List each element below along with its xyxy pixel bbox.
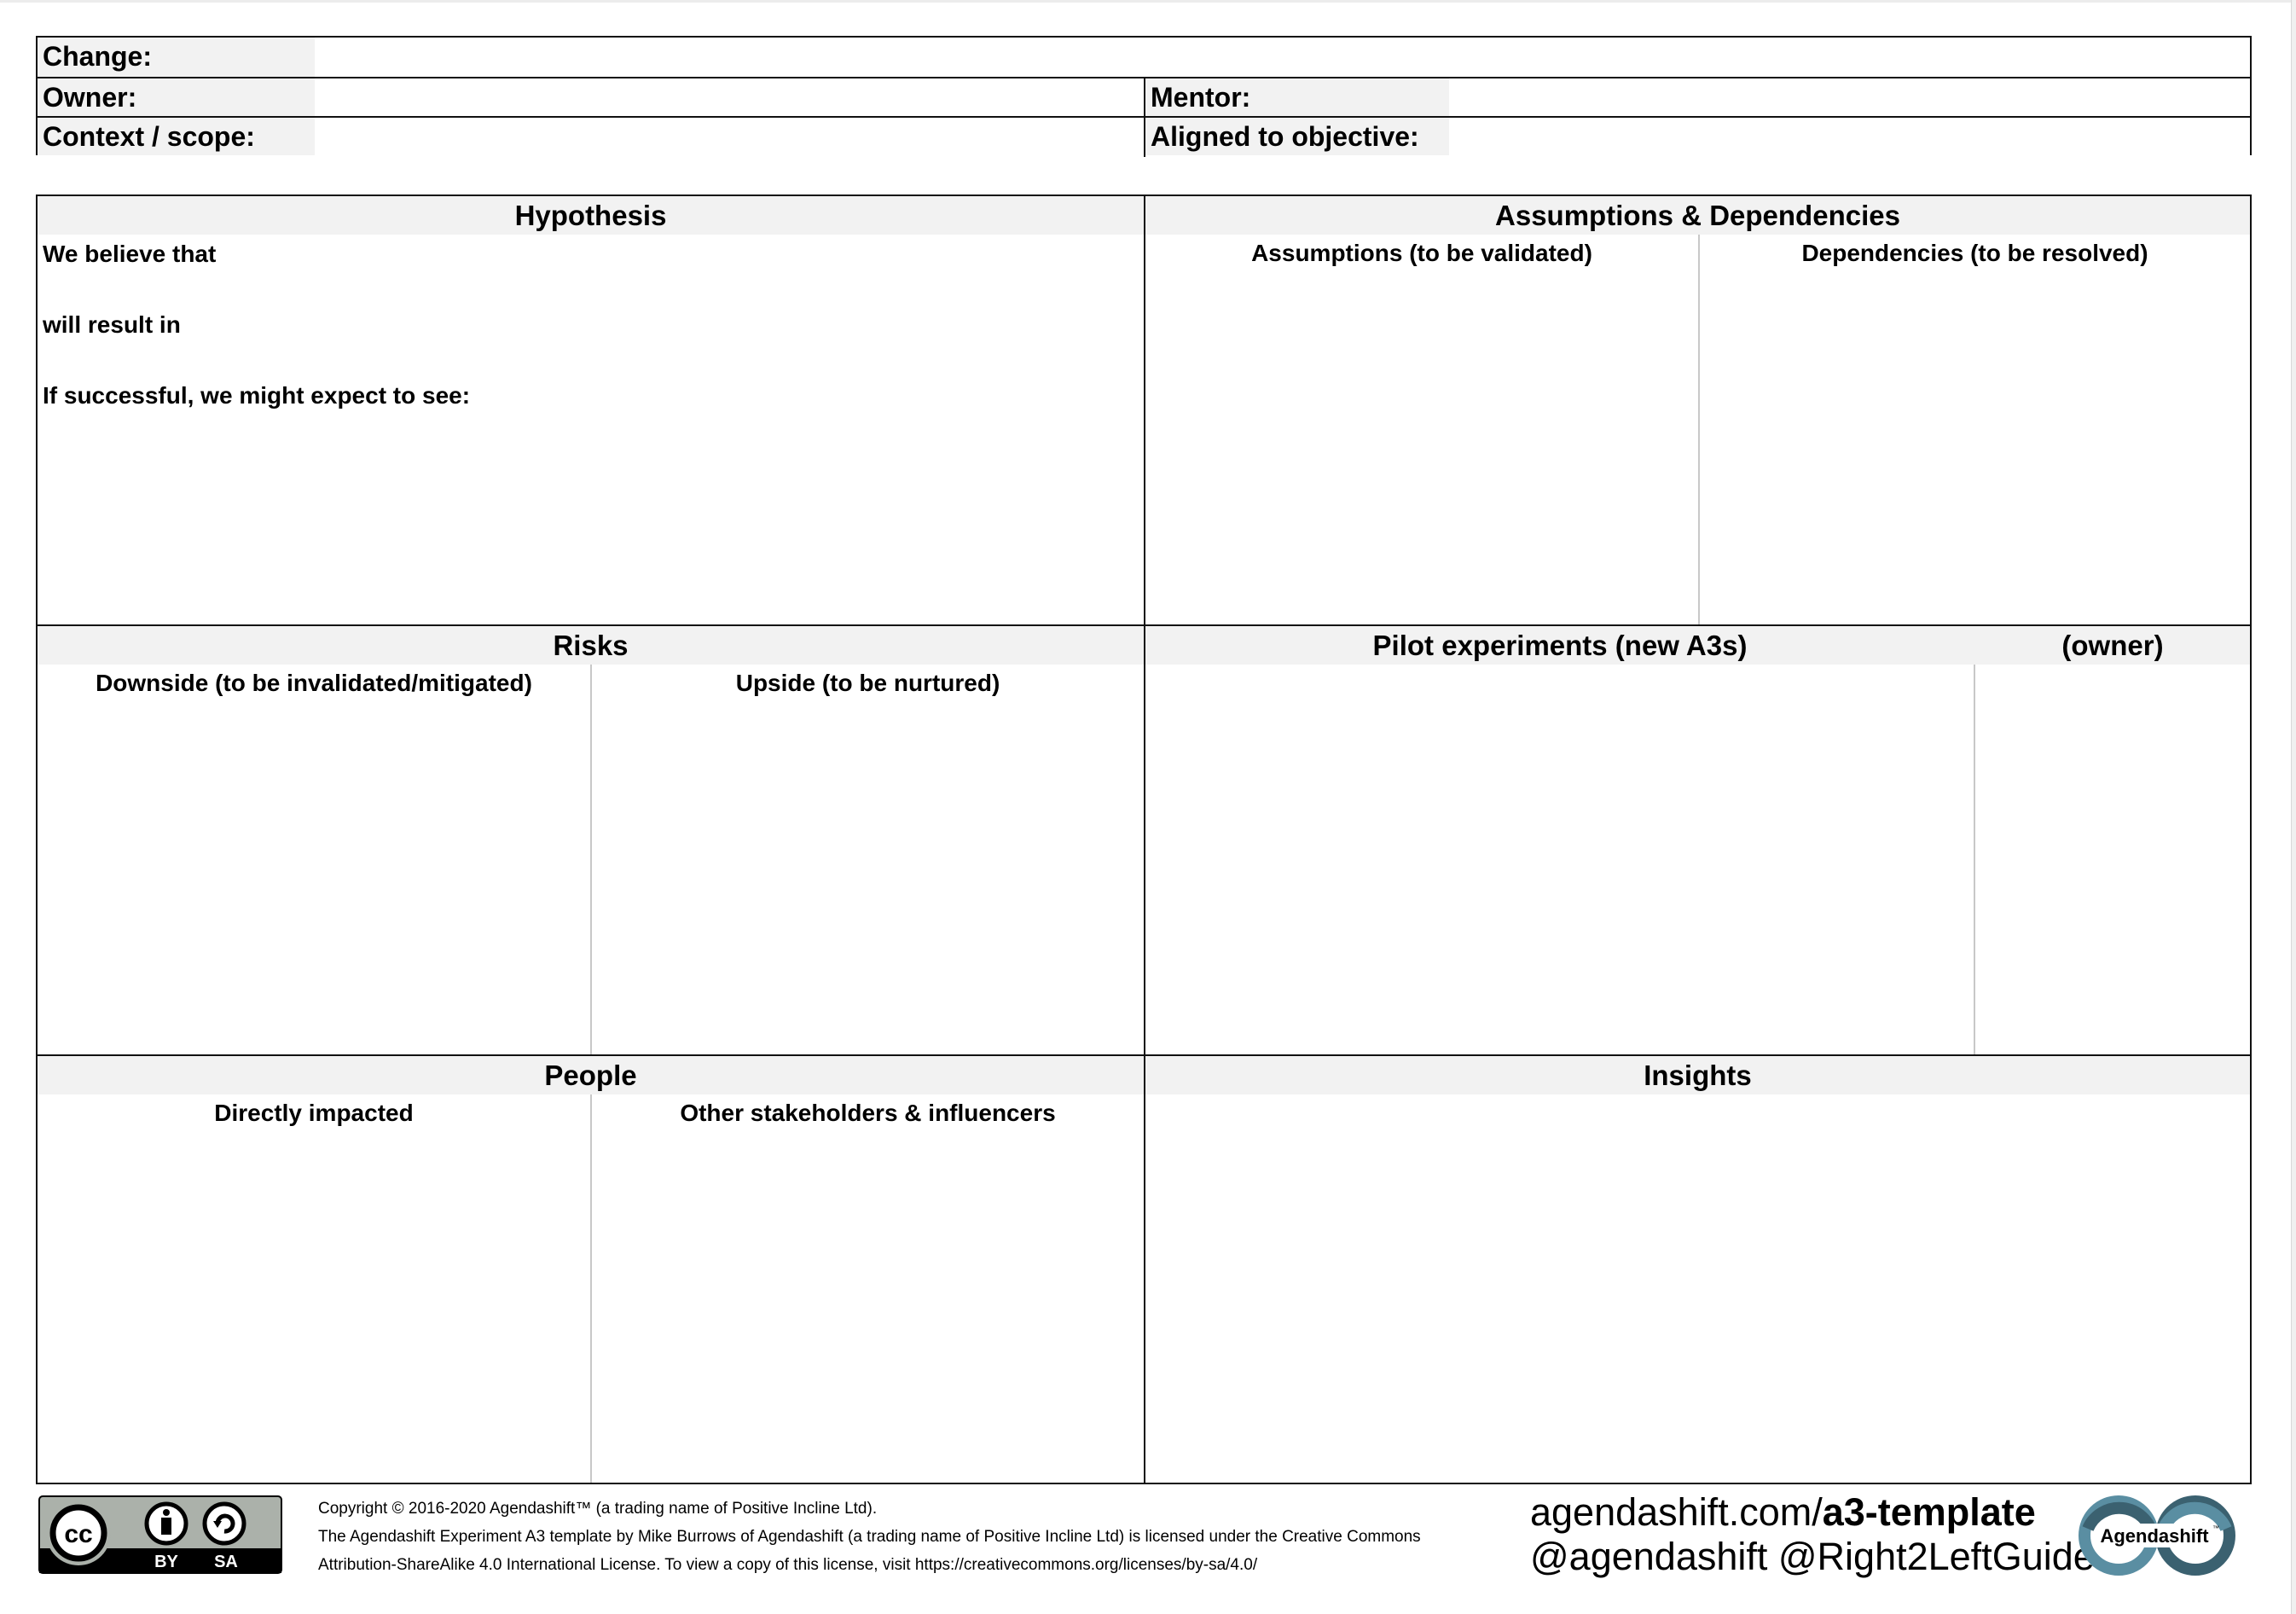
pilot-owner-area[interactable] [1975,665,2250,1054]
header-table [36,36,2252,155]
people-title: People [38,1056,1144,1094]
mentor-field[interactable] [1449,78,2250,116]
copyright-notice [318,1495,1421,1579]
insights-section[interactable] [1145,1056,2250,1483]
objective-field[interactable] [1449,118,2250,155]
template-url-prefix: agendashift.com/ [1530,1490,1823,1534]
change-row [38,38,2250,77]
dependencies-label: Dependencies (to be resolved) [1801,240,2148,266]
assumptions-area[interactable] [1145,235,1698,624]
directly-impacted-area[interactable] [38,1094,590,1483]
cc-by-sa-icon[interactable] [38,1495,282,1574]
directly-impacted-label: Directly impacted [214,1100,414,1126]
pilot-owner-label: (owner) [2061,630,2164,661]
hypothesis-title: Hypothesis [38,196,1144,235]
objective-label: Aligned to objective: [1145,118,1449,155]
pilot-section [1145,626,2250,1054]
social-handles: @agendashift @Right2LeftGuide [1530,1535,2095,1578]
change-field[interactable] [315,38,2250,77]
pilot-title: Pilot experiments (new A3s) [1372,630,1748,661]
context-field[interactable] [315,118,1144,155]
hypothesis-prompt-believe: We believe that [43,241,217,267]
other-stakeholders-area[interactable] [592,1094,1144,1483]
risks-section [38,626,1144,1054]
assumptions-label: Assumptions (to be validated) [1251,240,1592,266]
logo-text: Agendashift [2100,1525,2209,1547]
copyright-line-2: The Agendashift Experiment A3 template by Mike Burrows of Agendashift (a trading name of Positive Incline Ltd) is licensed under the Creative Commons [318,1528,1421,1546]
logo-tm: ™ [2212,1524,2219,1532]
insights-title: Insights [1145,1056,2250,1094]
hypothesis-section[interactable] [38,196,1144,624]
copyright-line-3[interactable]: Attribution-ShareAlike 4.0 International License. To view a copy of this license, visit https://creativecommons.org/licenses/by-sa/4.0/ [318,1556,1258,1574]
cc-sa-label: SA [214,1553,238,1571]
pilot-experiments-area[interactable] [1145,665,1974,1054]
downside-label: Downside (to be invalidated/mitigated) [96,670,532,696]
upside-label: Upside (to be nurtured) [735,670,1000,696]
other-stakeholders-label: Other stakeholders & influencers [680,1100,1056,1126]
assumptions-dependencies-section [1145,196,2250,624]
mentor-label: Mentor: [1145,78,1449,116]
top-edge [0,0,2296,3]
downside-area[interactable] [38,665,590,1054]
upside-area[interactable] [592,665,1144,1054]
cc-by-label: BY [154,1553,178,1571]
svg-text:cc: cc [64,1520,93,1548]
a3-grid [36,194,2252,1484]
copyright-line-1: Copyright © 2016-2020 Agendashift™ (a trading name of Positive Incline Ltd). [318,1500,878,1518]
dependencies-area[interactable] [1700,235,2250,624]
owner-label: Owner: [38,78,315,116]
change-label: Change: [38,38,315,77]
scrollbar[interactable] [2291,0,2296,1614]
context-label: Context / scope: [38,118,315,155]
assumptions-dependencies-title: Assumptions & Dependencies [1145,196,2250,235]
hypothesis-prompt-expect: If successful, we might expect to see: [43,382,471,409]
header-divider [1144,77,1145,157]
template-url[interactable] [1530,1490,2095,1535]
template-url-bold: a3-template [1822,1490,2036,1534]
hypothesis-prompt-result: will result in [43,311,181,338]
risks-title: Risks [38,626,1144,665]
people-section [38,1056,1144,1483]
footer-links [1530,1490,2095,1579]
owner-field[interactable] [315,78,1144,116]
agendashift-logo-icon [2078,1495,2236,1576]
